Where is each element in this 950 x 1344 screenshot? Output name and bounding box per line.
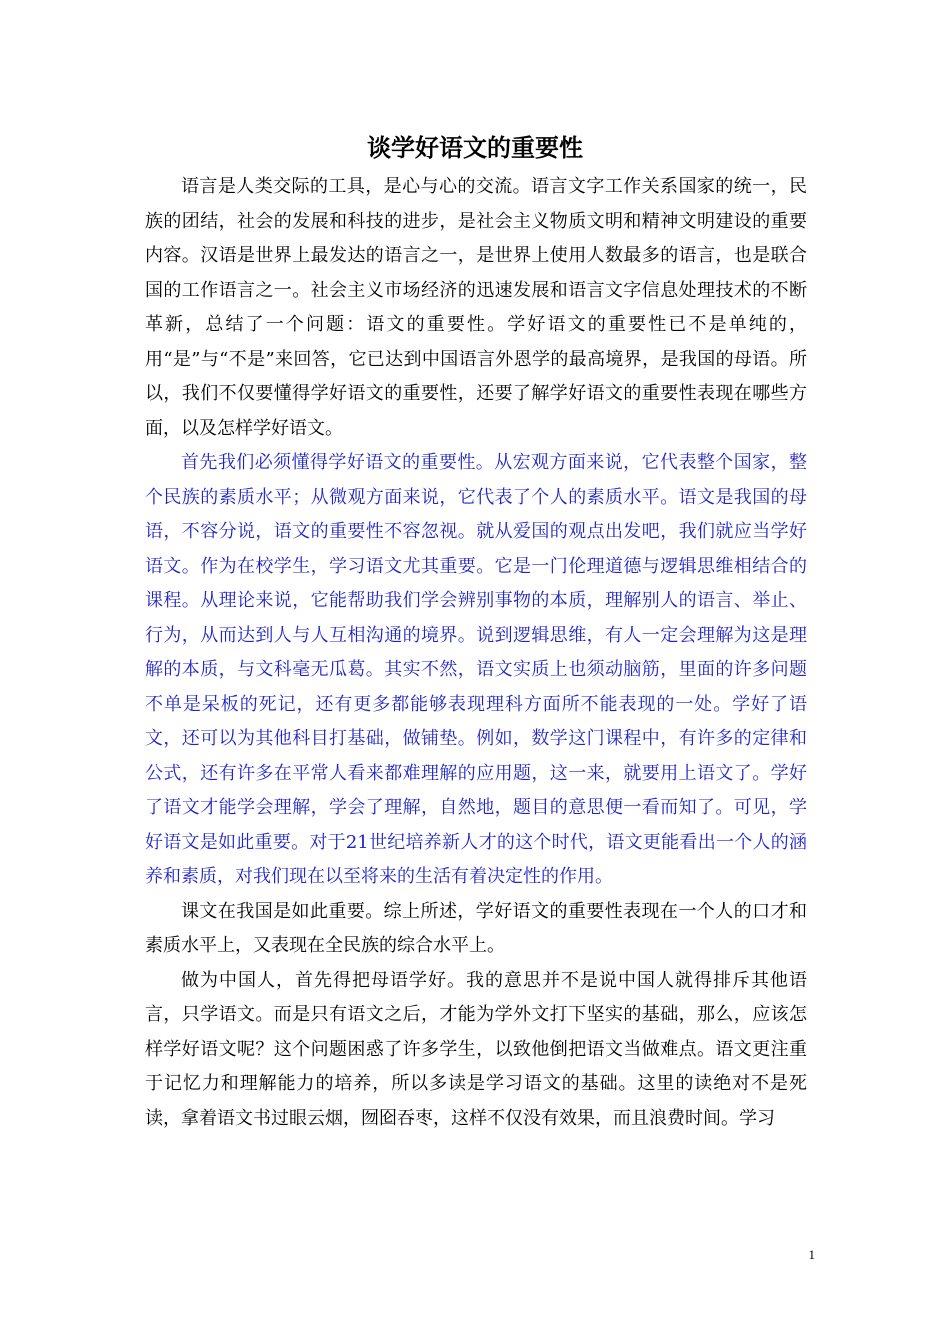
page-number: 1 [808, 1247, 815, 1262]
paragraph-1: 语言是人类交际的工具，是心与心的交流。语言文字工作关系国家的统一，民族的团结，社会的发展和科技的进步，是社会主义物质文明和精神文明建设的重要内容。汉语是世界上最发达的语言之一，是世界上使用人数最多的语言，也是联合国的工作语言之一。社会主义市场经济的迅速发展和语言文字信息处理技术的不断革新，总结了一个问题：语文的重要性。学好语文的重要性已不是单纯的，用“是”与“不是”来回答，它已达到中国语言外恩学的最高境界，是我国的母语。所以，我们不仅要懂得学好语文的重要性，还要了解学好语文的重要性表现在哪些方面，以及怎样学好语文。 [145, 176, 807, 439]
paragraph-2: 首先我们必须懂得学好语文的重要性。从宏观方面来说，它代表整个国家，整个民族的素质水平；从微观方面来说，它代表了个人的素质水平。语文是我国的母语，不容分说，语文的重要性不容忽视。就从爱国的观点出发吧，我们就应当学好语文。作为在校学生，学习语文尤其重要。它是一门伦理道德与逻辑思维相结合的课程。从理论来说，它能帮助我们学会辨别事物的本质，理解别人的语言、举止、行为，从而达到人与人互相沟通的境界。说到逻辑思维，有人一定会理解为这是理解的本质，与文科毫无瓜葛。其实不然，语文实质上也须动脑筋，里面的许多问题不单是呆板的死记，还有更多都能够表现理科方面所不能表现的一处。学好了语文，还可以为其他科目打基础，做铺垫。例如，数学这门课程中，有许多的定律和公式，还有许多在平常人看来都难理解的应用题，这一来，就要用上语文了。学好了语文才能学会理解，学会了理解，自然地，题目的意思便一看而知了。可见，学好语文是如此重要。对于21世纪培养新人才的这个时代，语文更能看出一个人的涵养和素质，对我们现在以至将来的生活有着决定性的作用。 [145, 452, 807, 887]
document-body [145, 170, 807, 1136]
paragraph-4: 做为中国人，首先得把母语学好。我的意思并不是说中国人就得排斥其他语言，只学语文。而是只有语文之后，才能为学外文打下坚实的基础，那么，应该怎样学好语文呢？这个问题困惑了许多学生，以致他倒把语文当做难点。语文更注重于记忆力和理解能力的培养，所以多读是学习语文的基础。这里的读绝对不是死读，拿着语文书过眼云烟，囫囵吞枣，这样不仅没有效果，而且浪费时间。学习 [145, 969, 807, 1129]
paragraph-3: 课文在我国是如此重要。综上所述，学好语文的重要性表现在一个人的口才和素质水平上，又表现在全民族的综合水平上。 [145, 900, 807, 956]
document-title: 谈学好语文的重要性 [367, 133, 583, 162]
